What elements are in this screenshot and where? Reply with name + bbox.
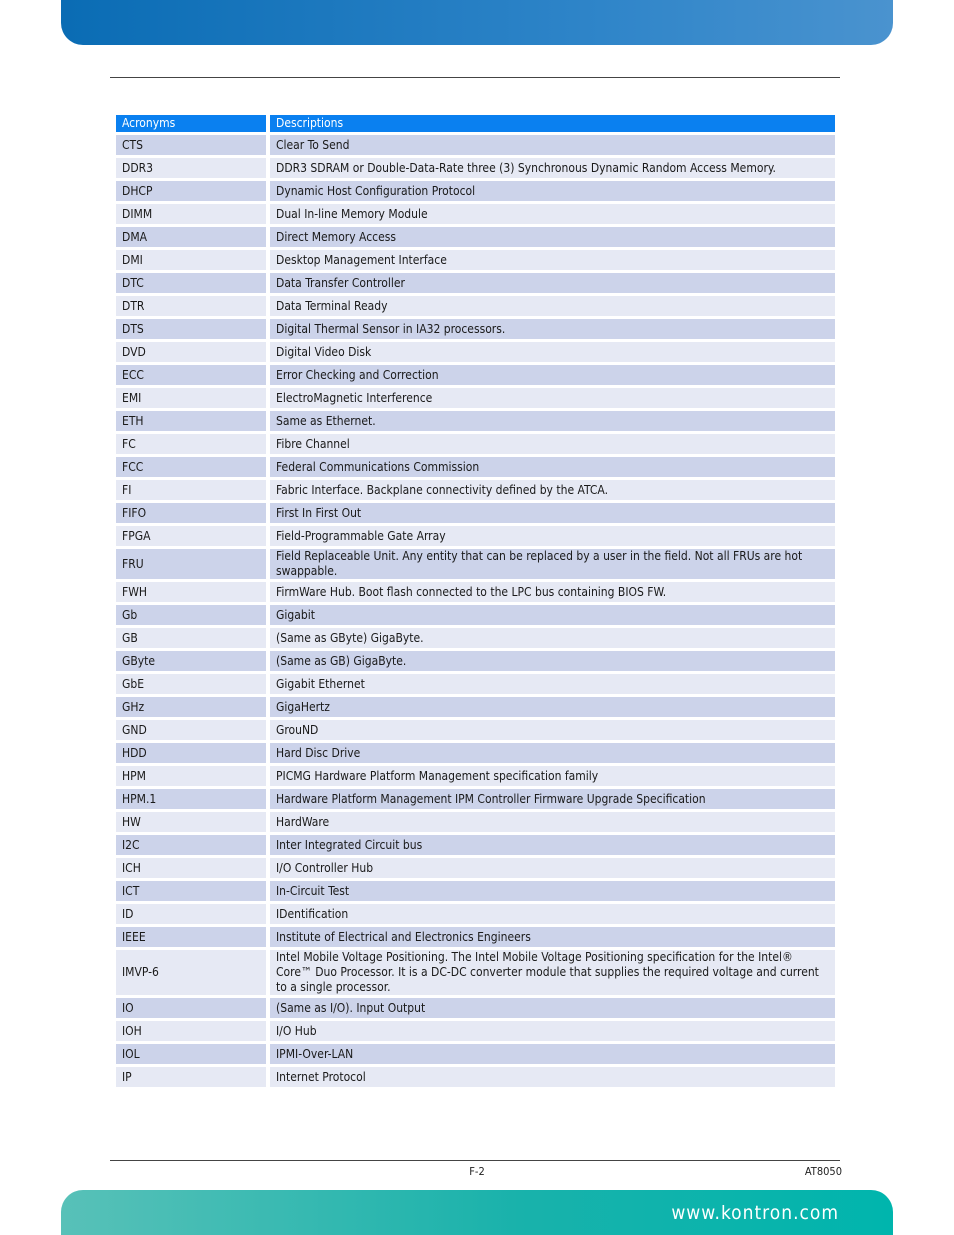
description-cell: I/O Hub — [270, 1021, 835, 1041]
acronym-cell: DVD — [116, 342, 266, 362]
table-header-row — [116, 115, 835, 132]
acronym-cell: HW — [116, 812, 266, 832]
acronym-cell: IOL — [116, 1044, 266, 1064]
website-link[interactable]: www.kontron.com — [671, 1202, 839, 1224]
acronym-cell: GB — [116, 628, 266, 648]
table-row — [116, 158, 835, 178]
table-row — [116, 319, 835, 339]
table-row — [116, 480, 835, 500]
acronym-cell: DTR — [116, 296, 266, 316]
table-row — [116, 766, 835, 786]
acronym-cell: DMI — [116, 250, 266, 270]
description-cell: IDentification — [270, 904, 835, 924]
acronym-cell: FC — [116, 434, 266, 454]
table-row — [116, 273, 835, 293]
table-row — [116, 582, 835, 602]
table-row — [116, 296, 835, 316]
acronym-cell: HPM — [116, 766, 266, 786]
acronym-cell: ICT — [116, 881, 266, 901]
acronym-cell: IP — [116, 1067, 266, 1087]
description-cell: Hardware Platform Management IPM Controller Firmware Upgrade Specification — [270, 789, 835, 809]
table-row — [116, 927, 835, 947]
table-row — [116, 388, 835, 408]
header-banner — [61, 0, 893, 45]
description-cell: ElectroMagnetic Interference — [270, 388, 835, 408]
description-cell: Institute of Electrical and Electronics Engineers — [270, 927, 835, 947]
table-row — [116, 605, 835, 625]
acronym-cell: DTC — [116, 273, 266, 293]
table-row — [116, 503, 835, 523]
description-cell: Gigabit Ethernet — [270, 674, 835, 694]
table-row — [116, 1021, 835, 1041]
description-cell: GigaHertz — [270, 697, 835, 717]
description-cell: Intel Mobile Voltage Positioning. The Intel Mobile Voltage Positioning specification for the Intel® Core™ Duo Processor. It is a DC-DC converter module that supplies the required voltage and current to a single processor. — [270, 950, 835, 995]
table-row — [116, 858, 835, 878]
page-number: F-2 — [469, 1165, 485, 1178]
table-row — [116, 743, 835, 763]
table-row — [116, 526, 835, 546]
description-cell: HardWare — [270, 812, 835, 832]
acronym-cell: ID — [116, 904, 266, 924]
column-header-descriptions: Descriptions — [270, 115, 835, 132]
acronym-cell: DDR3 — [116, 158, 266, 178]
table-row — [116, 204, 835, 224]
description-cell: Field-Programmable Gate Array — [270, 526, 835, 546]
description-cell: Error Checking and Correction — [270, 365, 835, 385]
document-id: AT8050 — [804, 1165, 842, 1178]
acronym-cell: GbE — [116, 674, 266, 694]
description-cell: Fibre Channel — [270, 434, 835, 454]
table-row — [116, 227, 835, 247]
acronym-cell: HDD — [116, 743, 266, 763]
acronym-cell: GHz — [116, 697, 266, 717]
acronym-cell: FWH — [116, 582, 266, 602]
acronym-cell: EMI — [116, 388, 266, 408]
table-row — [116, 1044, 835, 1064]
acronym-cell: DIMM — [116, 204, 266, 224]
description-cell: GrouND — [270, 720, 835, 740]
acronym-cell: GND — [116, 720, 266, 740]
acronym-cell: FRU — [116, 549, 266, 579]
table-row — [116, 1067, 835, 1087]
table-row — [116, 457, 835, 477]
description-cell: Hard Disc Drive — [270, 743, 835, 763]
acronym-cell: FCC — [116, 457, 266, 477]
description-cell: Data Terminal Ready — [270, 296, 835, 316]
description-cell: Desktop Management Interface — [270, 250, 835, 270]
acronym-cell: HPM.1 — [116, 789, 266, 809]
description-cell: DDR3 SDRAM or Double-Data-Rate three (3) Synchronous Dynamic Random Access Memory. — [270, 158, 835, 178]
table-row — [116, 651, 835, 671]
table-row — [116, 411, 835, 431]
description-cell: (Same as GB) GigaByte. — [270, 651, 835, 671]
description-cell: IPMI-Over-LAN — [270, 1044, 835, 1064]
description-cell: Dual In-line Memory Module — [270, 204, 835, 224]
table-row — [116, 697, 835, 717]
description-cell: Internet Protocol — [270, 1067, 835, 1087]
acronym-cell: FI — [116, 480, 266, 500]
table-row — [116, 250, 835, 270]
acronym-cell: ICH — [116, 858, 266, 878]
acronym-cell: DMA — [116, 227, 266, 247]
acronym-cell: FPGA — [116, 526, 266, 546]
acronym-cell: I2C — [116, 835, 266, 855]
description-cell: Data Transfer Controller — [270, 273, 835, 293]
acronym-cell: IEEE — [116, 927, 266, 947]
description-cell: First In First Out — [270, 503, 835, 523]
acronym-cell: FIFO — [116, 503, 266, 523]
acronym-cell: DHCP — [116, 181, 266, 201]
table-row — [116, 135, 835, 155]
table-row — [116, 628, 835, 648]
footer-rule — [110, 1160, 840, 1161]
acronym-cell: GByte — [116, 651, 266, 671]
table-row — [116, 812, 835, 832]
table-row — [116, 674, 835, 694]
description-cell: FirmWare Hub. Boot flash connected to the LPC bus containing BIOS FW. — [270, 582, 835, 602]
header-rule — [110, 77, 840, 78]
acronym-cell: IMVP-6 — [116, 950, 266, 995]
acronyms-table — [112, 112, 839, 1090]
acronym-cell: IOH — [116, 1021, 266, 1041]
acronym-cell: IO — [116, 998, 266, 1018]
table-row — [116, 720, 835, 740]
description-cell: Clear To Send — [270, 135, 835, 155]
table-row — [116, 904, 835, 924]
description-cell: Fabric Interface. Backplane connectivity defined by the ATCA. — [270, 480, 835, 500]
table-body — [116, 135, 835, 1087]
description-cell: Inter Integrated Circuit bus — [270, 835, 835, 855]
table-row — [116, 950, 835, 995]
table-row — [116, 181, 835, 201]
description-cell: PICMG Hardware Platform Management specification family — [270, 766, 835, 786]
acronym-cell: ECC — [116, 365, 266, 385]
footer-banner — [61, 1190, 893, 1235]
table-row — [116, 789, 835, 809]
description-cell: Federal Communications Commission — [270, 457, 835, 477]
acronym-cell: DTS — [116, 319, 266, 339]
table-row — [116, 998, 835, 1018]
description-cell: Direct Memory Access — [270, 227, 835, 247]
column-header-acronyms: Acronyms — [116, 115, 266, 132]
description-cell: Field Replaceable Unit. Any entity that can be replaced by a user in the field. Not all FRUs are hot swappable. — [270, 549, 835, 579]
acronym-cell: ETH — [116, 411, 266, 431]
description-cell: Digital Thermal Sensor in IA32 processors. — [270, 319, 835, 339]
table-row — [116, 365, 835, 385]
table-row — [116, 342, 835, 362]
description-cell: Same as Ethernet. — [270, 411, 835, 431]
description-cell: (Same as I/O). Input Output — [270, 998, 835, 1018]
table-row — [116, 434, 835, 454]
description-cell: Dynamic Host Configuration Protocol — [270, 181, 835, 201]
table-row — [116, 881, 835, 901]
table-row — [116, 549, 835, 579]
description-cell: I/O Controller Hub — [270, 858, 835, 878]
description-cell: (Same as GByte) GigaByte. — [270, 628, 835, 648]
acronym-cell: Gb — [116, 605, 266, 625]
acronym-cell: CTS — [116, 135, 266, 155]
description-cell: Gigabit — [270, 605, 835, 625]
description-cell: In-Circuit Test — [270, 881, 835, 901]
table-row — [116, 835, 835, 855]
description-cell: Digital Video Disk — [270, 342, 835, 362]
